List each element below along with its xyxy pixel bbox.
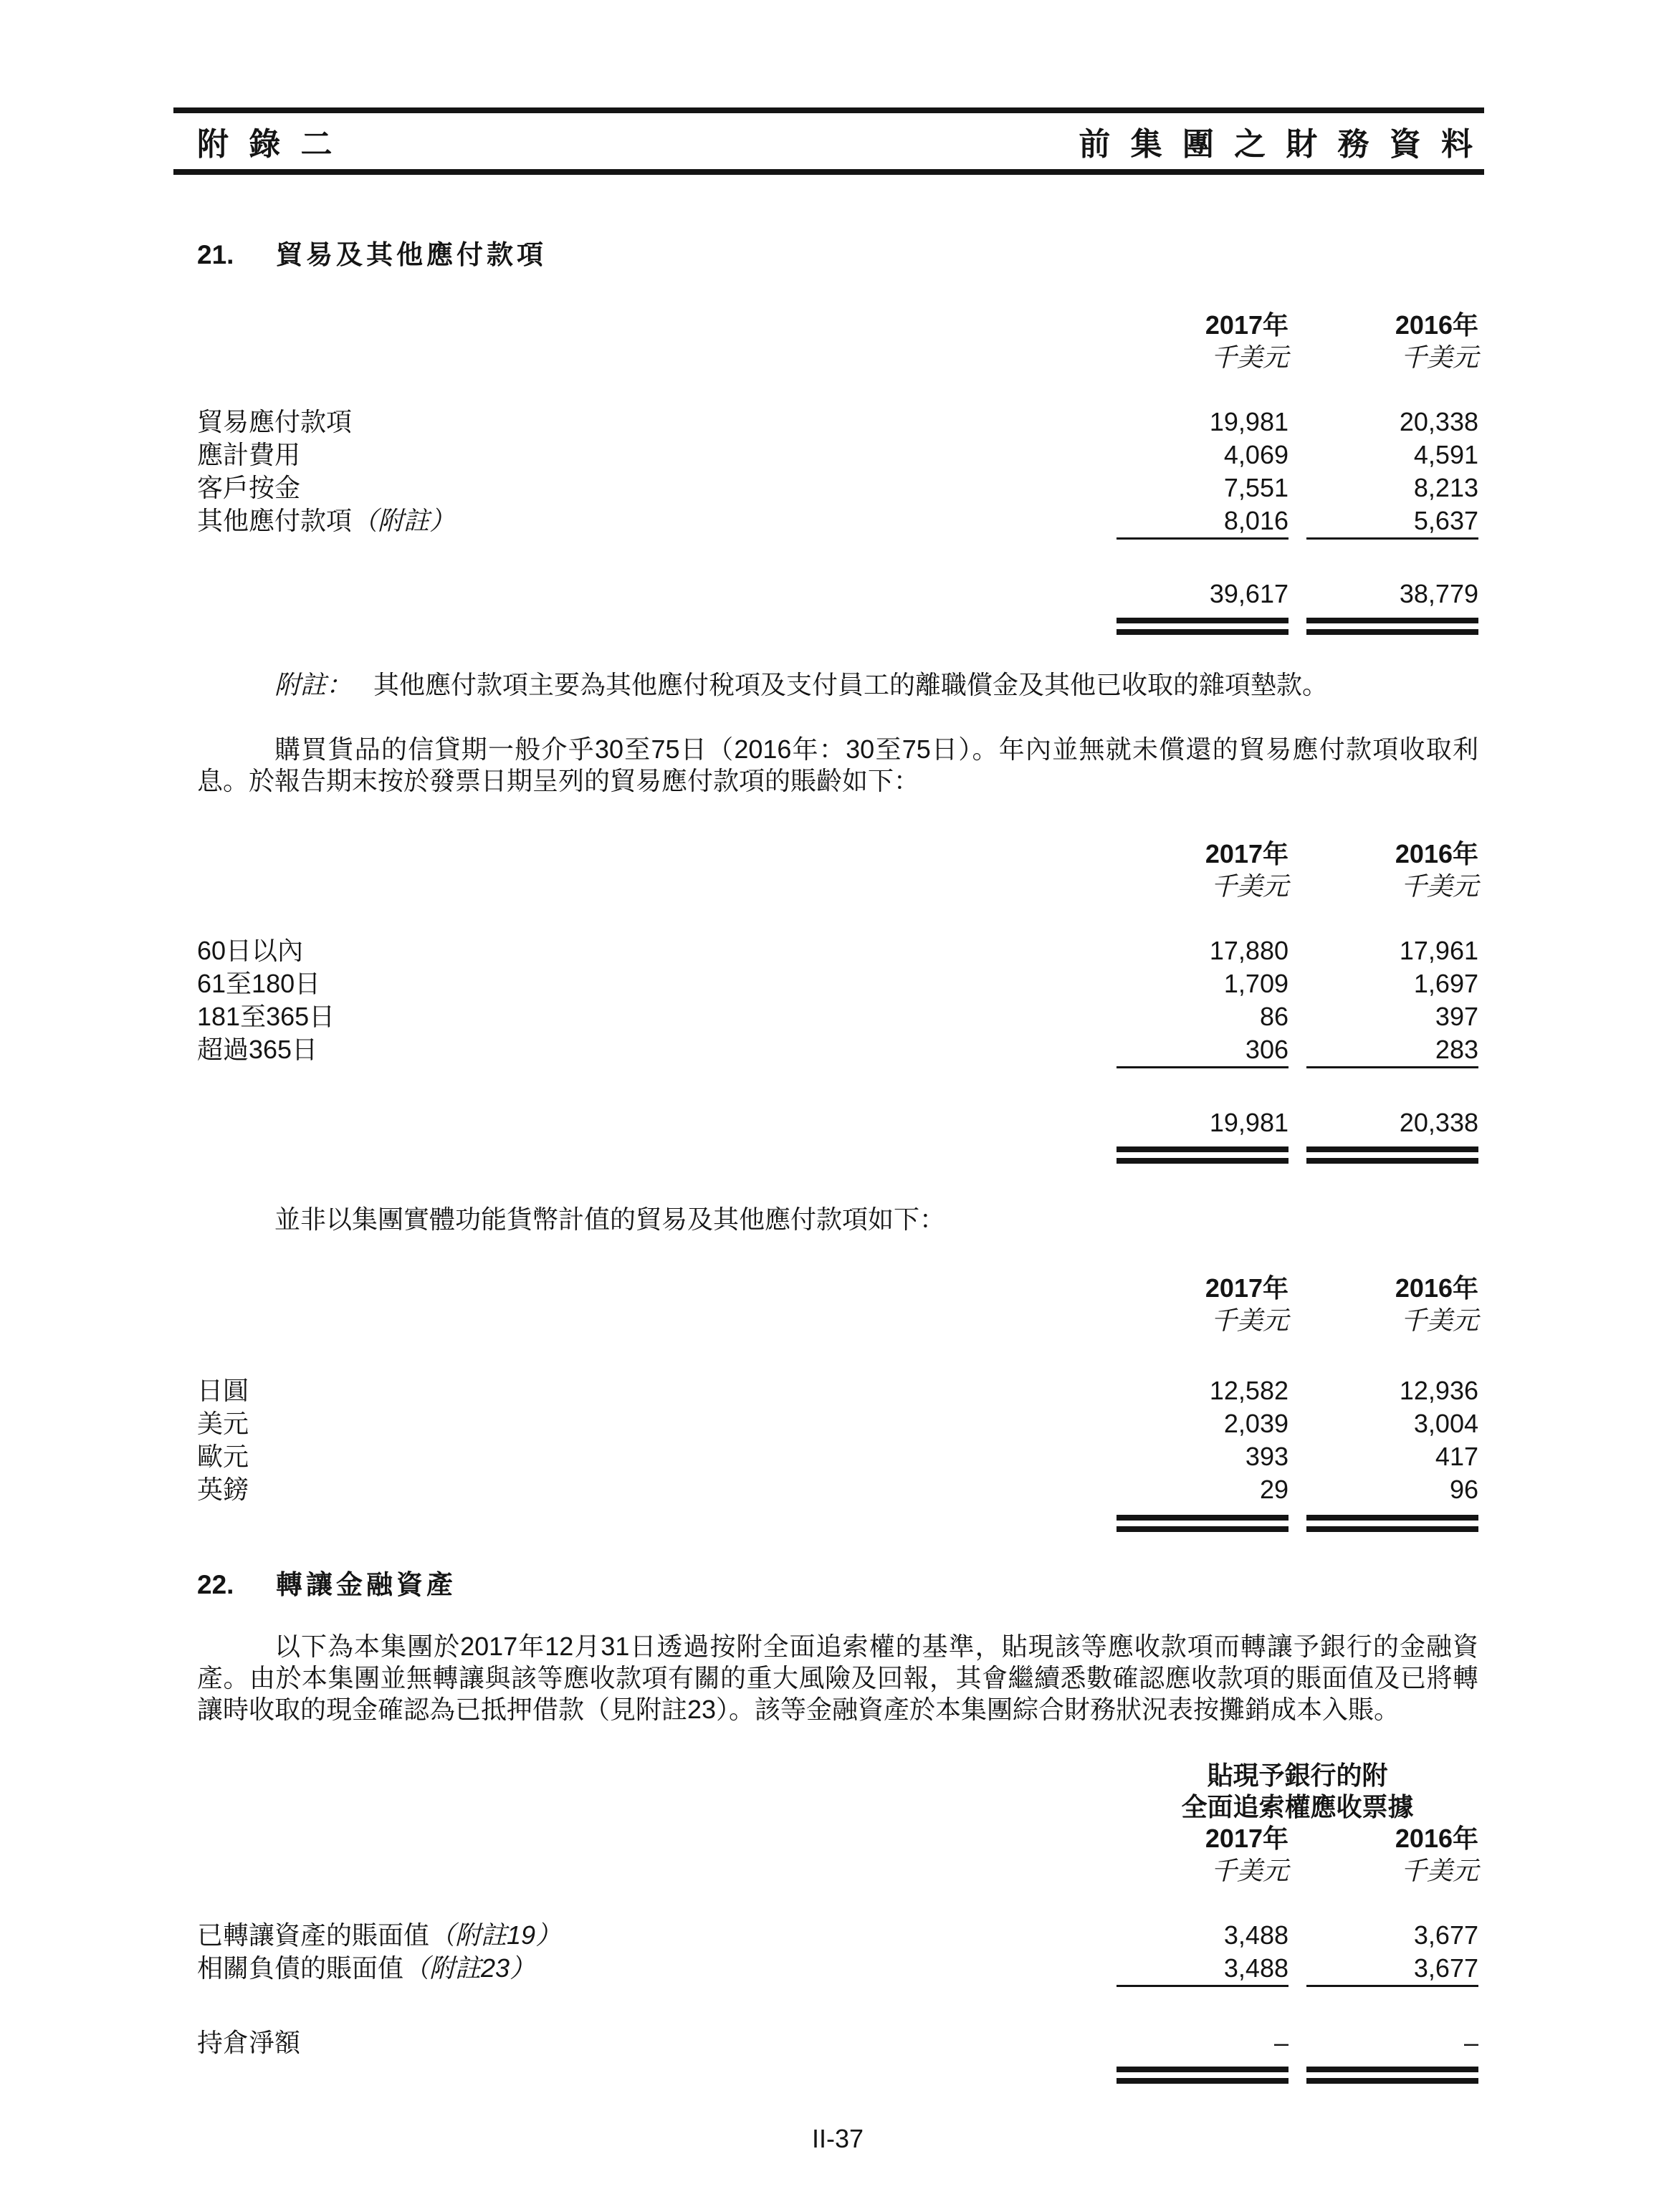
page-header [197, 113, 1478, 169]
grand-total-rule [197, 1515, 1478, 1532]
row-label: 美元 [197, 1409, 249, 1438]
value-2016: 4,591 [1413, 440, 1478, 469]
currency-table [197, 1273, 1478, 1532]
unit-label-2017: 千美元 [1210, 343, 1289, 372]
table-row [197, 1440, 1478, 1473]
table-row [197, 934, 1478, 967]
total-2017: 19,981 [1209, 1108, 1289, 1137]
row-label: 客戶按金 [197, 473, 301, 502]
table-header-units [197, 1304, 1478, 1337]
total-2017: 39,617 [1209, 579, 1289, 608]
table-row [197, 439, 1478, 471]
grand-total-rule [197, 618, 1478, 635]
section-22-heading [197, 1569, 1478, 1601]
group-header-text [1117, 1760, 1478, 1823]
currency-paragraph: 並非以集團實體功能貨幣計值的貿易及其他應付款項如下： [274, 1205, 946, 1234]
row-label: 相關負債的賬面值（附註23） [197, 1953, 536, 1983]
table-header-units [197, 341, 1478, 374]
value-2016: 3,677 [1413, 1953, 1478, 1983]
col-2016-header: 2016年 [1395, 839, 1478, 868]
table-header-units [197, 870, 1478, 903]
grand-total-rule [197, 1146, 1478, 1164]
col-2017-header: 2017年 [1205, 310, 1289, 340]
section-21-number: 21. [197, 240, 234, 269]
row-label: 英鎊 [197, 1475, 249, 1504]
table-header-units [197, 1854, 1478, 1887]
table-row [197, 504, 1478, 537]
subtotal-rule [197, 1985, 1478, 1998]
table-header-years [197, 310, 1478, 341]
value-2016: 96 [1449, 1475, 1478, 1504]
col-2017-header: 2017年 [1205, 1824, 1289, 1853]
table-row [197, 471, 1478, 504]
value-2017: – [1273, 2028, 1289, 2057]
aging-table [197, 838, 1478, 1164]
unit-label-2016: 千美元 [1400, 871, 1478, 901]
table-row [197, 1033, 1478, 1066]
value-2017: 17,880 [1209, 936, 1289, 965]
value-2017: 4,069 [1223, 440, 1289, 469]
col-2017-header: 2017年 [1205, 1273, 1289, 1303]
grand-total-rule [197, 2067, 1478, 2084]
transfer-table [197, 1760, 1478, 2084]
row-label: 持倉淨額 [197, 2028, 301, 2057]
value-2017: 7,551 [1223, 473, 1289, 502]
payables-table [197, 310, 1478, 635]
row-label: 60日以內 [197, 936, 304, 965]
value-2016: 283 [1435, 1035, 1478, 1064]
table-row [197, 1919, 1478, 1952]
col-2017-header: 2017年 [1205, 839, 1289, 868]
value-2016: 17,961 [1399, 936, 1478, 965]
unit-label-2017: 千美元 [1210, 871, 1289, 901]
table-header-years [197, 838, 1478, 870]
total-row [197, 578, 1478, 611]
row-label: 日圓 [197, 1376, 249, 1405]
row-label: 其他應付款項（附註） [197, 506, 456, 535]
net-position-row [197, 2026, 1478, 2059]
section-22-number: 22. [197, 1570, 234, 1599]
unit-label-2016: 千美元 [1400, 1856, 1478, 1885]
value-2017: 306 [1245, 1035, 1289, 1064]
value-2017: 12,582 [1209, 1376, 1289, 1405]
header-title: 前 集 團 之 財 務 資 料 [1079, 127, 1478, 162]
payables-note [197, 669, 1478, 701]
table-header-years [197, 1823, 1478, 1854]
value-2016: 417 [1435, 1442, 1478, 1471]
section-22-title: 轉讓金融資產 [276, 1570, 456, 1599]
table-row [197, 1374, 1478, 1407]
col-2016-header: 2016年 [1395, 1273, 1478, 1303]
row-label: 61至180日 [197, 969, 321, 998]
table-row [197, 406, 1478, 439]
appendix-label: 附 錄 二 [197, 127, 338, 162]
row-label-note-ref: （附註23） [403, 1953, 536, 1983]
table-row [197, 1473, 1478, 1506]
subtotal-rule [197, 537, 1478, 550]
unit-label-2017: 千美元 [1210, 1306, 1289, 1335]
row-label: 已轉讓資產的賬面值（附註19） [197, 1920, 562, 1950]
col-2016-header: 2016年 [1395, 1824, 1478, 1853]
table-row [197, 1000, 1478, 1033]
value-2016: 20,338 [1399, 407, 1478, 436]
value-2017: 393 [1245, 1442, 1289, 1471]
value-2017: 8,016 [1223, 506, 1289, 535]
row-label: 181至365日 [197, 1002, 335, 1031]
row-label: 超過365日 [197, 1035, 318, 1064]
total-2016: 20,338 [1399, 1108, 1478, 1137]
value-2016: 12,936 [1399, 1376, 1478, 1405]
value-2016: 3,004 [1413, 1409, 1478, 1438]
value-2017: 3,488 [1223, 1920, 1289, 1950]
row-label: 歐元 [197, 1442, 249, 1471]
col-2016-header: 2016年 [1395, 310, 1478, 340]
unit-label-2016: 千美元 [1400, 343, 1478, 372]
credit-period-paragraph: 購買貨品的信貸期一般介乎30至75日（2016年：30至75日）。年內並無就未償還的貿易應付款項收取利息。於報告期末按於發票日期呈列的貿易應付款項的賬齡如下： [197, 734, 1478, 795]
value-2016: 1,697 [1413, 969, 1478, 998]
row-label-note-ref: （附註） [352, 506, 456, 535]
table-header-years [197, 1273, 1478, 1304]
value-2016: 5,637 [1413, 506, 1478, 535]
value-2017: 19,981 [1209, 407, 1289, 436]
table-row [197, 1952, 1478, 1985]
value-2016: 397 [1435, 1002, 1478, 1031]
total-row [197, 1106, 1478, 1139]
page-number: II-37 [811, 2124, 864, 2153]
value-2017: 2,039 [1223, 1409, 1289, 1438]
value-2016: 3,677 [1413, 1920, 1478, 1950]
table-row [197, 1407, 1478, 1440]
unit-label-2016: 千美元 [1400, 1306, 1478, 1335]
value-2016: 8,213 [1413, 473, 1478, 502]
value-2016: – [1463, 2028, 1478, 2057]
total-2016: 38,779 [1399, 579, 1478, 608]
row-label: 貿易應付款項 [197, 407, 353, 436]
table-row [197, 967, 1478, 1000]
value-2017: 3,488 [1223, 1953, 1289, 1983]
note-text: 其他應付款項主要為其他應付稅項及支付員工的離職償金及其他已收取的雜項墊款。 [373, 670, 1329, 699]
group-header [197, 1760, 1478, 1823]
section-21-title: 貿易及其他應付款項 [276, 240, 547, 269]
note-prefix: 附註： [274, 670, 353, 699]
value-2017: 29 [1259, 1475, 1289, 1504]
group-header-line1: 貼現予銀行的附 [1207, 1761, 1388, 1790]
subtotal-rule [197, 1066, 1478, 1079]
row-label: 應計費用 [197, 440, 301, 469]
header-rule-top [173, 107, 1484, 113]
section-21-heading [197, 239, 1478, 271]
group-header-line2: 全面追索權應收票據 [1181, 1792, 1414, 1821]
value-2017: 1,709 [1223, 969, 1289, 998]
transfer-paragraph: 以下為本集團於2017年12月31日透過按附全面追索權的基準，貼現該等應收款項而轉讓予銀行的金融資產。由於本集團並無轉讓與該等應收款項有關的重大風險及回報，其會繼續悉數確認應收款項的賬面值及已將轉讓時收取的現金確認為已抵押借款（見附註23）。該等金融資產於本集團綜合財務狀況表按攤銷成本入賬。 [197, 1632, 1478, 1724]
unit-label-2017: 千美元 [1210, 1856, 1289, 1885]
value-2017: 86 [1259, 1002, 1289, 1031]
row-label-note-ref: （附註19） [429, 1920, 562, 1950]
header-rule-bottom [173, 169, 1484, 175]
